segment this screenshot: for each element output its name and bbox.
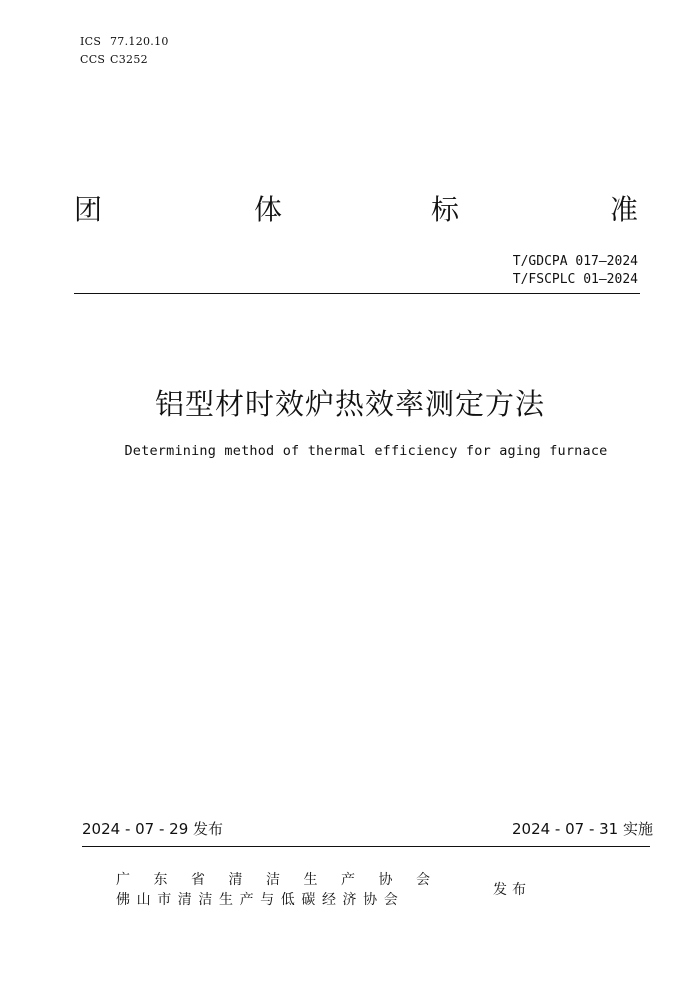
publisher-name-char: 山 — [136, 892, 151, 908]
document-title-en: Determining method of thermal efficiency for aging furnace — [124, 443, 608, 459]
publisher-name-char: 生 — [303, 872, 318, 888]
publisher-name-char: 省 — [191, 872, 205, 888]
document-title-cn: 铝型材时效炉热效率测定方法 — [154, 387, 545, 421]
ccs-classification — [80, 53, 148, 66]
ics-classification — [80, 35, 169, 48]
standard-type-char: 体 — [254, 193, 283, 226]
publisher-name-char: 碳 — [301, 892, 316, 908]
publisher-name-char: 佛 — [116, 892, 130, 908]
standard-type-char: 标 — [431, 193, 460, 226]
publisher-name-char: 市 — [157, 892, 172, 908]
publisher-name-char: 产 — [239, 892, 254, 908]
ccs-code: C3252 — [110, 53, 148, 66]
publisher-name-char: 会 — [416, 872, 430, 888]
publisher-name-char: 济 — [342, 892, 357, 908]
publisher-name-char: 清 — [177, 892, 192, 908]
standard-number: T/GDCPA 017—2024 — [512, 254, 638, 269]
publisher-org-2 — [116, 889, 404, 909]
publish-label: 发布 — [493, 882, 531, 898]
publisher-name-char: 低 — [280, 892, 295, 908]
publisher-name-char: 协 — [363, 892, 378, 908]
release-date: 2024 - 07 - 29 发布 — [82, 820, 224, 838]
standard-type-char: 准 — [610, 193, 639, 226]
standard-type-char: 团 — [74, 193, 103, 226]
standard-number: T/FSCPLC 01—2024 — [512, 272, 638, 287]
publisher-name-char: 与 — [260, 892, 275, 908]
footer-divider — [82, 846, 650, 847]
publisher-name-char: 洁 — [198, 892, 213, 908]
publisher-name-char: 经 — [321, 892, 336, 908]
publisher-name-char: 协 — [378, 872, 393, 888]
publisher-name-char: 生 — [218, 892, 233, 908]
ccs-label: CCS — [80, 53, 106, 66]
publisher-name-char: 洁 — [266, 872, 280, 888]
publisher-name-char: 广 — [116, 872, 130, 888]
publisher-name-char: 东 — [153, 872, 168, 888]
publisher-name-char: 清 — [228, 872, 243, 888]
ics-label: ICS — [80, 35, 102, 48]
header-divider — [74, 293, 640, 294]
ics-code: 77.120.10 — [110, 35, 169, 48]
publisher-name-char: 会 — [383, 892, 398, 908]
publisher-org-1 — [116, 869, 454, 889]
publisher-name-char: 产 — [341, 872, 355, 888]
implementation-date: 2024 - 07 - 31 实施 — [511, 820, 653, 838]
